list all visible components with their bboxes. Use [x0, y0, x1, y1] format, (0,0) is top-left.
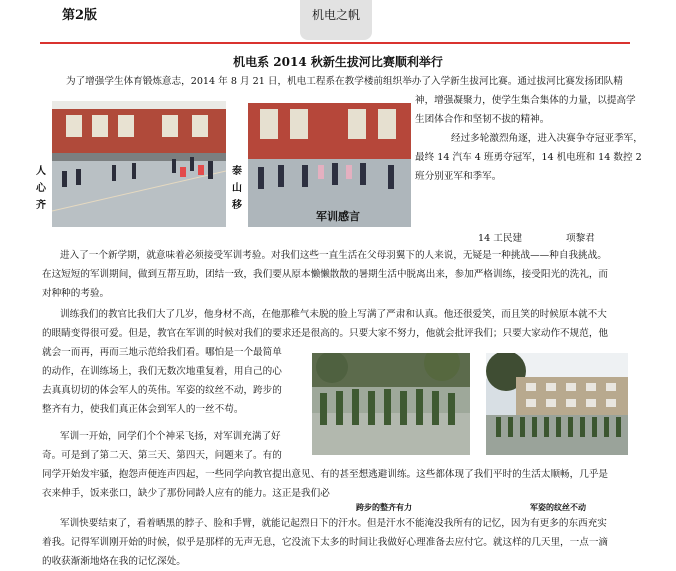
text-line: 对种种的考验。: [42, 288, 110, 299]
text-line: 进入了一个新学期，就意味着必须接受军训考验。对我们这些一直生活在父母羽翼下的人来说，无疑是一种挑战——种自我挑战。: [60, 250, 607, 261]
article2-paragraph3: [42, 343, 312, 419]
text-line: 的收获渐渐地烙在我的记忆深处。: [42, 556, 186, 567]
text-line: 的眼睛变得很可爱。但是，教官在军训的时候对我们的要求还是很高的。只要大家不努力，他就会批评我们；只要大家动作不规范，他: [42, 328, 609, 339]
text-line: 同学开始发牢骚，抱怨声便连声四起，一些同学向教官提出意见、有的甚至想逃避训练。这些都体现了我们平时的生活太顺畅，几乎是: [42, 469, 609, 480]
text-line: 神，增强凝聚力，使学生集合集体的力量，以提高学: [415, 95, 636, 106]
article1-paragraph1-cont: [415, 91, 655, 129]
text-line: 军训一开始，同学们个个神采飞扬，对军训充满了好: [60, 431, 281, 442]
article2-paragraph5: [42, 514, 662, 571]
military-training-photo-left: [312, 353, 470, 455]
caption-left: 人心齐: [36, 166, 46, 211]
article2-paragraph4-cont: [42, 465, 662, 503]
photo-caption-right: 军姿的纹丝不动: [530, 502, 586, 512]
text-line: 着我。记得军训刚开始的时候，似乎是那样的无声无息，它没流下太多的时间让我做好心理准备去应付它。就这样的几天里，一点一滴: [42, 537, 609, 548]
text-line: 最终 14 汽车 4 班勇夺冠军，14 机电班和 14 数控 2: [415, 152, 642, 163]
author-class: 14 工民建: [478, 233, 523, 244]
article1-paragraph2: [415, 129, 660, 186]
military-training-photo-right: [486, 353, 628, 455]
author-name: 项黎君: [566, 233, 595, 244]
text-line: 整齐有力，使我们真正体会到军人的一丝不苟。: [42, 404, 244, 415]
page-number: 第2版: [62, 8, 98, 23]
caption-right: 泰山移: [232, 166, 242, 211]
text-line: 的动作，在训练场上，我们无数次地重复着，用自己的心: [42, 366, 282, 377]
text-line: 奇。可是到了第二天、第三天、第四天，问题来了。有的: [42, 450, 282, 461]
text-line: 就会一而再，再而三地示范给我们看。哪怕是一个最简单: [42, 347, 282, 358]
text-line: 在这短短的军训期间，做到互帮互助，团结一致，我们要从原本懒懒散散的暑期生活中脱离出来，参加严格训练，接受阳光的洗礼，而: [42, 269, 609, 280]
photo-caption-left: 跨步的整齐有力: [356, 502, 412, 512]
text-line: 军训快要结束了，看着晒黑的脖子、脸和手臂，就能记起烈日下的汗水。但是汗水不能淹没我所有的记忆，因为有更多的东西充实: [60, 518, 607, 529]
text-line: 为了增强学生体育锻炼意志，2014 年 8 月 21 日，机电工程系在教学楼前组织举办了入学新生拔河比赛。通过拔河比赛发扬团队精: [66, 76, 623, 87]
text-line: 去真真切切的体会军人的英伟。军姿的纹丝不动，跨步的: [42, 385, 282, 396]
article1-paragraph1: [62, 72, 652, 91]
text-line: 训练我们的教官比我们大了几岁，他身材不高，在他那稚气未脱的脸上写满了严肃和认真。他还很爱笑，而且笑的时候原本就不大: [60, 309, 607, 320]
text-line: 衣来伸手，饭来张口，缺少了那份同龄人应有的能力。这正是我们必: [42, 488, 330, 499]
text-line: 生团体合作和坚韧不拔的精神。: [415, 114, 550, 125]
header-rule: [40, 42, 630, 44]
column-tab: 机电之帆: [300, 0, 372, 40]
article2-paragraph4: [42, 427, 312, 465]
article2-paragraph1: [42, 246, 662, 303]
article2-paragraph2: [42, 305, 662, 343]
article2-title: 军训感言: [316, 210, 360, 223]
text-line: 班分别亚军和季军。: [415, 171, 502, 182]
text-line: 经过多轮激烈角逐，进入决赛争夺冠亚季军，: [451, 133, 643, 144]
article1-title: 机电系 2014 秋新生拔河比赛顺利举行: [233, 55, 443, 69]
